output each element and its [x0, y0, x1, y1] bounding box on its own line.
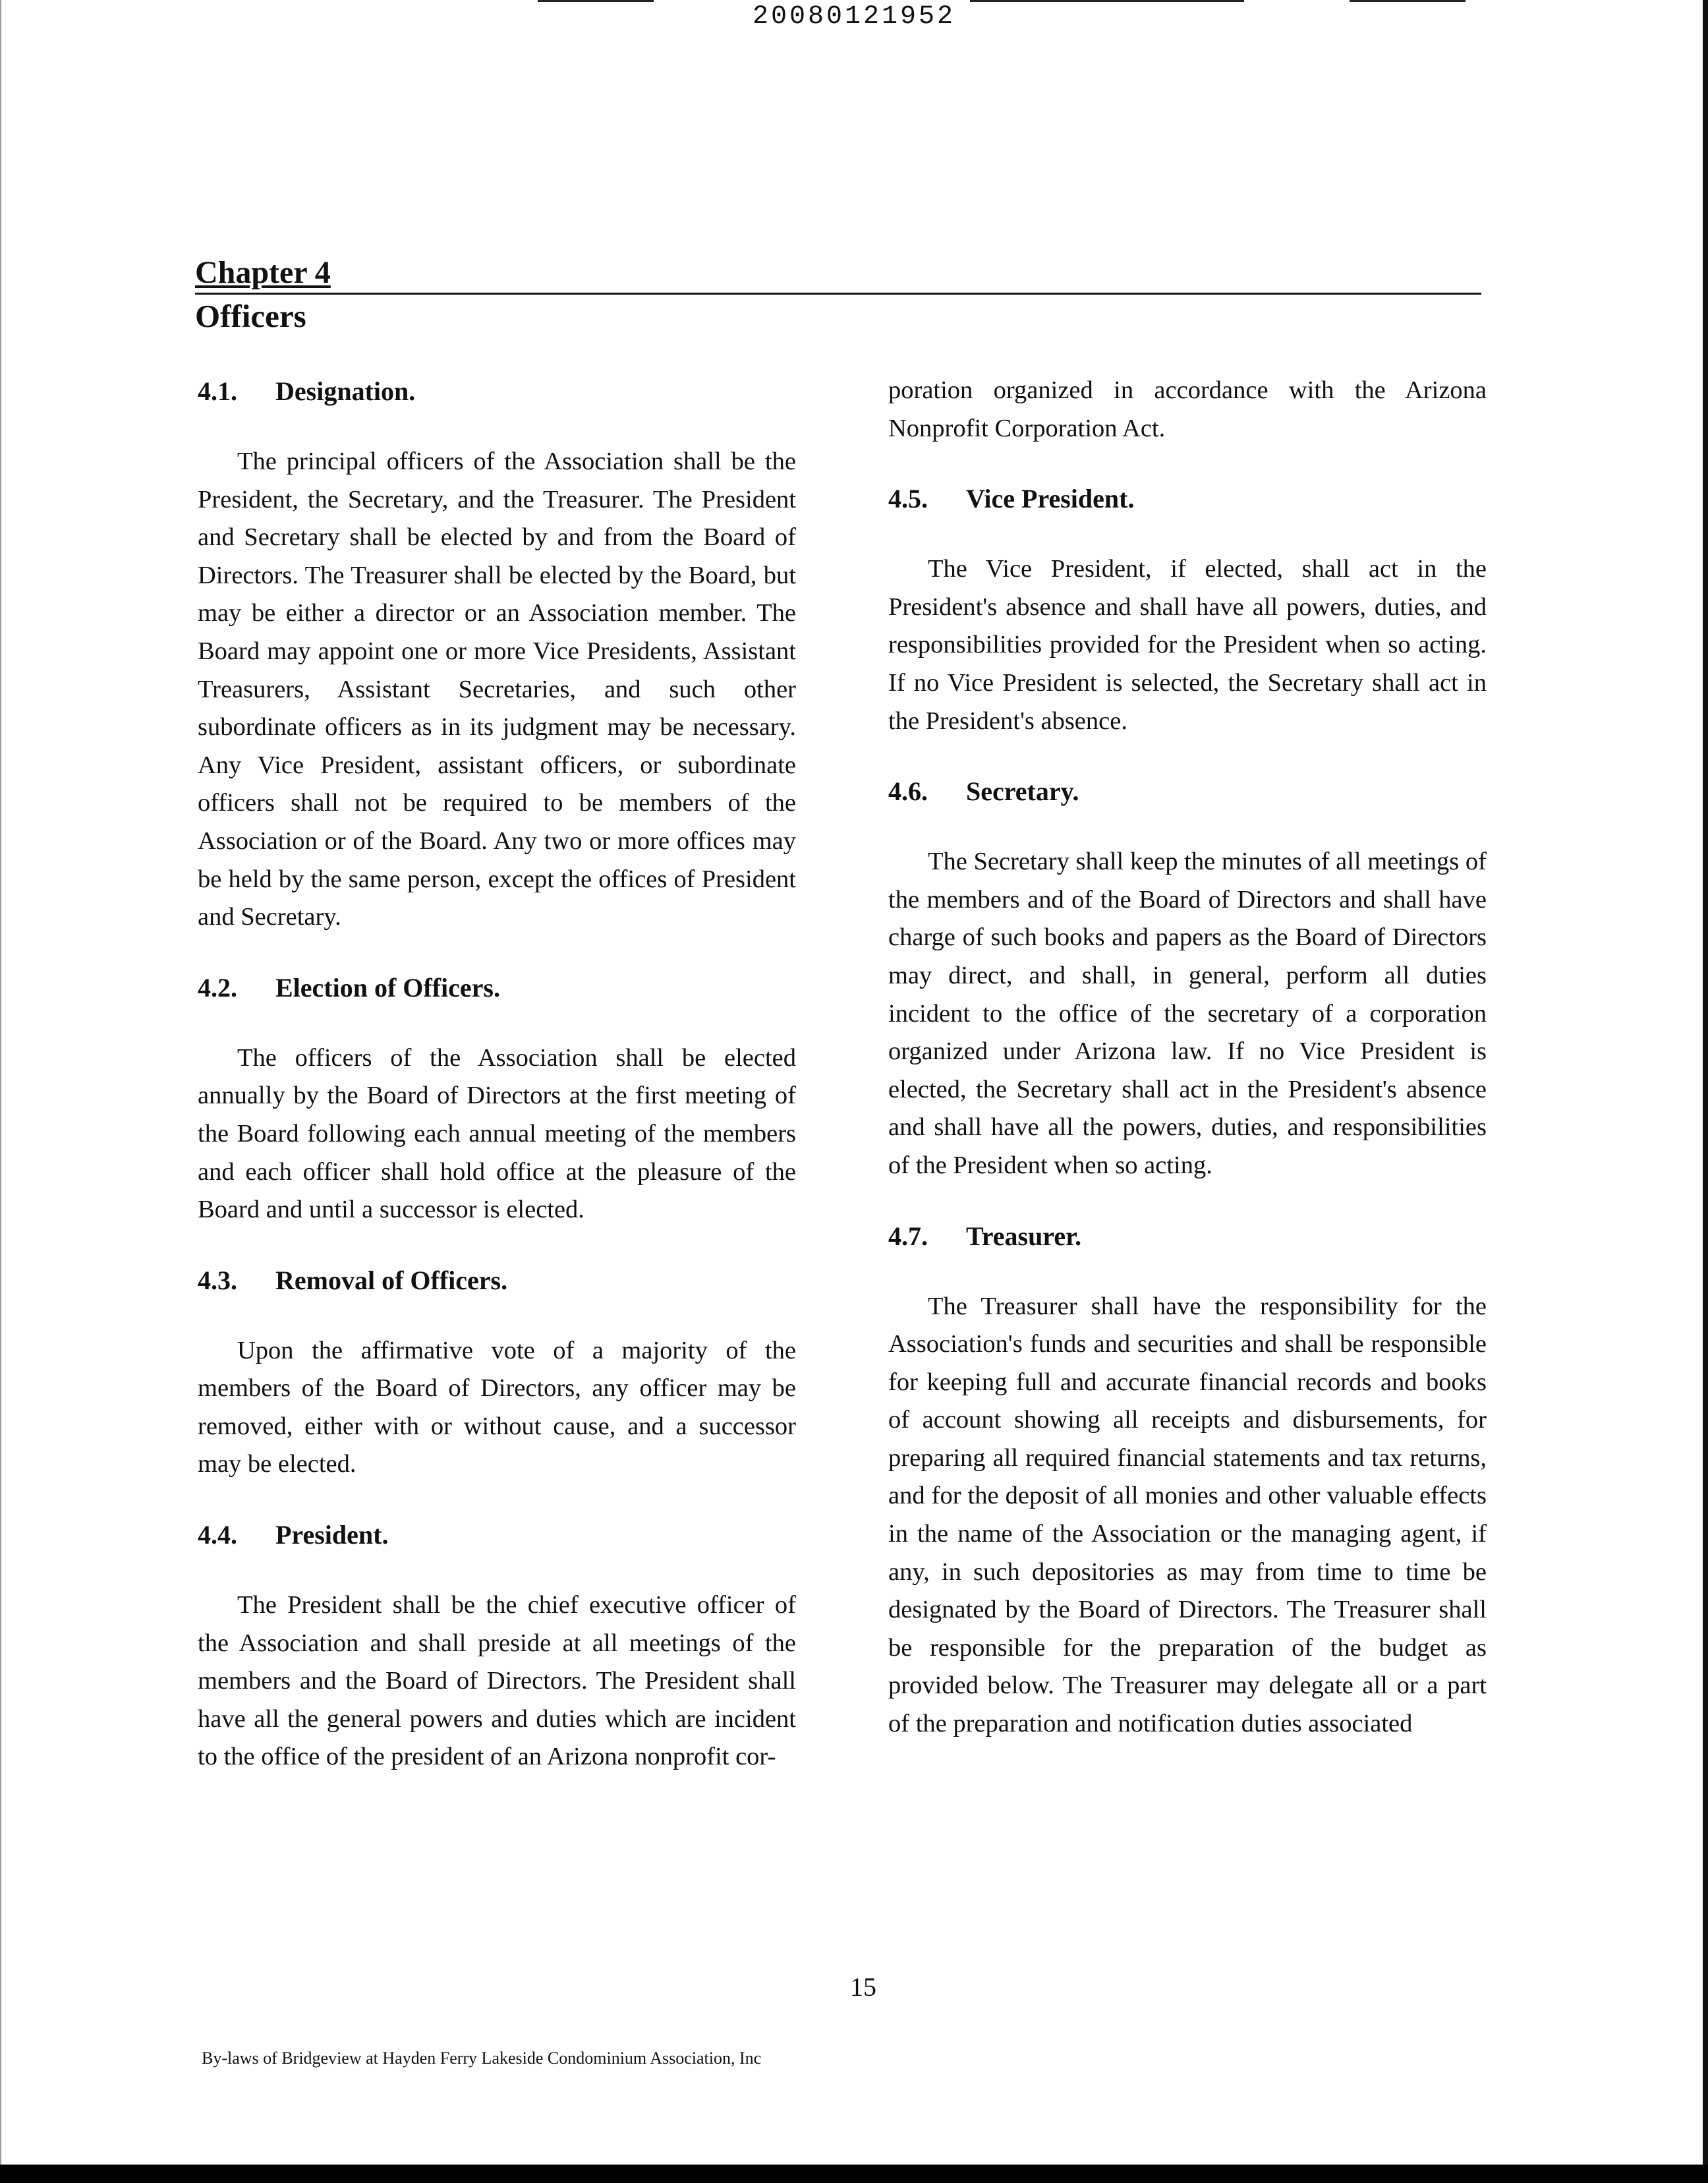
section-heading: [888, 772, 1487, 811]
scan-left-edge: [0, 0, 1, 2183]
section-title: President.: [275, 1520, 389, 1550]
chapter-label: Chapter 4: [195, 255, 331, 290]
section-body: The Treasurer shall have the responsibility for the Association's funds and securities and shall be responsible for keeping full and accurate financial records and books of account showing all receipts and disbursements, for preparing all required financial statements and tax returns, and for the deposit of all monies and other valuable effects in the name of the Association or the managing agent, if any, in such depositories as may from time to time be designated by the Board of Directors. The Treasurer shall be responsible for the preparation of the budget as provided below. The Treasurer may delegate all or a part of the preparation and notification duties associated: [888, 1292, 1487, 1738]
chapter-title: Officers: [195, 298, 306, 334]
section-title: Election of Officers.: [275, 972, 500, 1003]
left-column: [198, 372, 796, 1776]
scan-right-edge: [1703, 0, 1708, 2183]
section-heading: [888, 479, 1487, 519]
section-body: Upon the affirmative vote of a majority of the members of the Board of Directors, any officer may be removed, either with or without cause, and a successor may be elected.: [198, 1336, 796, 1478]
section-heading: [198, 1261, 796, 1300]
section-body: The Secretary shall keep the minutes of all meetings of the members and of the Board of Directors and shall have charge of such books and papers as the Board of Directors may direct, and shall, in general, perform all duties incident to the office of the secretary of a corporation organized under Arizona law. If no Vice President is elected, the Secretary shall act in the President's absence and shall have all the powers, duties, and responsibilities of the President when so acting.: [888, 848, 1487, 1179]
section-heading: [198, 968, 796, 1008]
right-column: [888, 372, 1487, 1743]
scan-bottom-edge: [0, 2165, 1708, 2183]
section-title: Secretary.: [966, 776, 1079, 807]
chapter-label-rule: [195, 253, 1481, 295]
page-number: 15: [850, 1972, 876, 2002]
section-body-continued: poration organized in accordance with the Arizona Nonprofit Corporation Act.: [888, 376, 1487, 442]
section-title: Treasurer.: [966, 1221, 1082, 1251]
section-body: The officers of the Association shall be elected annually by the Board of Directors at the first meeting of the Board following each annual meeting of the members and each officer shall hold office at the pleasure of the Board and until a successor is elected.: [198, 1043, 796, 1224]
section-number: 4.4.: [198, 1520, 237, 1550]
section-heading: [198, 1515, 796, 1555]
section-number: 4.1.: [198, 376, 237, 406]
section-heading: [198, 372, 796, 411]
section-heading: [888, 1217, 1487, 1256]
section-title: Designation.: [275, 376, 416, 406]
section-number: 4.2.: [198, 972, 237, 1003]
section-number: 4.3.: [198, 1265, 237, 1295]
document-number: 20080121952: [752, 2, 956, 32]
section-number: 4.6.: [888, 776, 928, 807]
footer-title: By-laws of Bridgeview at Hayden Ferry Lakeside Condominium Association, Inc: [202, 2049, 762, 2068]
section-title: Removal of Officers.: [275, 1265, 508, 1295]
section-body: The Vice President, if elected, shall act in the President's absence and shall have all powers, duties, and responsibilities provided for the President when so acting. If no Vice President is selected, the Secretary shall act in the President's absence.: [888, 555, 1487, 735]
section-title: Vice President.: [966, 484, 1135, 514]
section-number: 4.7.: [888, 1221, 928, 1251]
section-body: The principal officers of the Association shall be the President, the Secretary, and the Treasurer. The President and Secretary shall be elected by and from the Board of Directors. The Treasurer shall be elected by the Board, but may be either a director or an Association member. The Board may appoint one or more Vice Presidents, Assistant Treasurers, Assistant Secretaries, and such other subordinate officers as in its judgment may be necessary. Any Vice President, assistant officers, or subordinate officers shall not be required to be members of the Association or of the Board. Any two or more offices may be held by the same person, except the offices of President and Secretary.: [198, 448, 796, 931]
section-body: The President shall be the chief executive officer of the Association and shall preside at all meetings of the members and the Board of Directors. The President shall have all the general powers and duties which are incident to the office of the president of an Arizona nonprofit cor-: [198, 1591, 796, 1771]
section-number: 4.5.: [888, 484, 928, 514]
